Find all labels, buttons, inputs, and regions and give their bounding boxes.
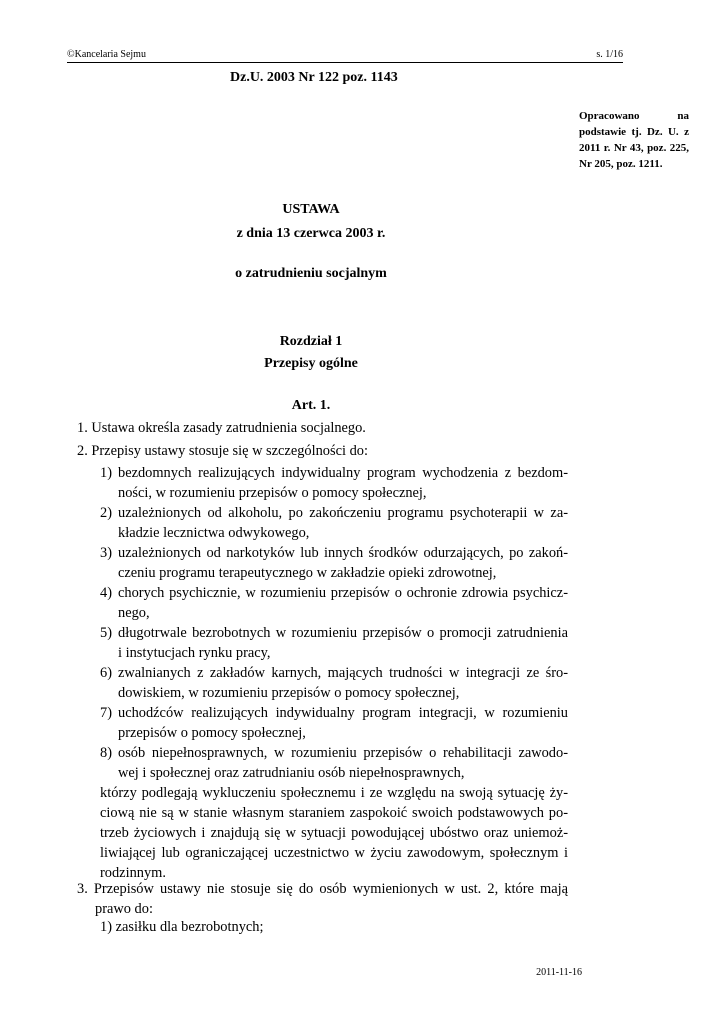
list-item-line: uchodźców realizujących indywidualny program integracji, w rozumieniu bbox=[118, 705, 568, 721]
list-item-number: 5) bbox=[100, 625, 112, 641]
list-item-line: wej i społecznej oraz zatrudnianiu osób niepełnosprawnych, bbox=[118, 765, 465, 781]
list-item-line: osób niepełnosprawnych, w rozumieniu przepisów o rehabilitacji zawodo- bbox=[118, 745, 568, 761]
list-item bbox=[100, 503, 568, 543]
chapter-title: Przepisy ogólne bbox=[264, 356, 358, 371]
paragraph-3-line: prawo do: bbox=[95, 901, 153, 917]
list-item-line: czeniu programu terapeutycznego w zakładzie opieki zdrowotnej, bbox=[118, 565, 497, 581]
list-item bbox=[100, 543, 568, 583]
closing-line: liwiającej lub ograniczającej uczestnictwo w życiu zawodowym, społecznym i bbox=[100, 845, 568, 861]
list-item-number: 3) bbox=[100, 545, 112, 561]
list-item-line: dowiskiem, w rozumieniu przepisów o pomocy społecznej, bbox=[118, 685, 460, 701]
document-id: Dz.U. 2003 Nr 122 poz. 1143 bbox=[230, 70, 398, 85]
list-item bbox=[100, 463, 568, 503]
list-item-line: długotrwale bezrobotnych w rozumieniu przepisów o promocji zatrudnienia bbox=[118, 625, 568, 641]
header-publisher: ©Kancelaria Sejmu bbox=[67, 49, 146, 60]
list-item bbox=[100, 663, 568, 703]
list-item-line: ności, w rozumieniu przepisów o pomocy społecznej, bbox=[118, 485, 427, 501]
closing-line: rodzinnym. bbox=[100, 865, 166, 881]
list-item-line: bezdomnych realizujących indywidualny program wychodzenia z bezdom- bbox=[118, 465, 568, 481]
act-date: z dnia 13 czerwca 2003 r. bbox=[236, 226, 386, 241]
paragraph-1: 1. Ustawa określa zasady zatrudnienia socjalnego. bbox=[77, 420, 366, 436]
list-item-line: przepisów o pomocy społecznej, bbox=[118, 725, 306, 741]
act-title: USTAWA bbox=[282, 202, 340, 217]
source-note: Opracowano na podstawie tj. Dz. U. z 2011 r. Nr 43, poz. 225, Nr 205, poz. 1211. bbox=[579, 110, 689, 170]
list-item-number: 6) bbox=[100, 665, 112, 681]
list-item bbox=[100, 917, 263, 937]
page-header bbox=[67, 48, 623, 63]
list-item bbox=[100, 623, 568, 663]
closing-line: którzy podlegają wykluczeniu społecznemu i ze względu na swoją sytuację ży- bbox=[100, 785, 568, 801]
list-item-number: 4) bbox=[100, 585, 112, 601]
list-item-line: i instytucjach rynku pracy, bbox=[118, 645, 271, 661]
paragraph-2-closing bbox=[100, 783, 568, 883]
list-item-line: uzależnionych od narkotyków lub innych środków odurzających, po zakoń- bbox=[118, 545, 568, 561]
list-item-line: nego, bbox=[118, 605, 150, 621]
article-number: Art. 1. bbox=[291, 398, 331, 413]
list-item-number: 7) bbox=[100, 705, 112, 721]
list-item-number: 2) bbox=[100, 505, 112, 521]
footer-date: 2011-11-16 bbox=[536, 967, 582, 978]
list-item-line: chorych psychicznie, w rozumieniu przepisów o ochronie zdrowia psychicz- bbox=[118, 585, 568, 601]
list-item-number: 1) bbox=[100, 465, 112, 481]
list-item-text: zasiłku dla bezrobotnych; bbox=[115, 919, 264, 935]
list-item-line: zwalnianych z zakładów karnych, mających trudności w integracji ze śro- bbox=[118, 665, 568, 681]
act-subject: o zatrudnieniu socjalnym bbox=[235, 266, 387, 281]
list-item-number: 1) bbox=[100, 919, 112, 935]
list-item bbox=[100, 703, 568, 743]
paragraph-3-line: 3. Przepisów ustawy nie stosuje się do osób wymienionych w ust. 2, które mają bbox=[77, 881, 568, 897]
paragraph-2: 2. Przepisy ustawy stosuje się w szczególności do: bbox=[77, 443, 368, 459]
list-item bbox=[100, 743, 568, 783]
list-item bbox=[100, 583, 568, 623]
list-item-line: uzależnionych od alkoholu, po zakończeniu programu psychoterapii w za- bbox=[118, 505, 568, 521]
closing-line: ciową nie są w stanie własnym staraniem zaspokoić swoich podstawowych po- bbox=[100, 805, 568, 821]
paragraph-3 bbox=[77, 879, 568, 919]
list-item-number: 8) bbox=[100, 745, 112, 761]
chapter-number: Rozdział 1 bbox=[279, 334, 343, 349]
header-page-number: s. 1/16 bbox=[596, 49, 623, 60]
closing-line: trzeb życiowych i znajdują się w sytuacji powodującej ubóstwo oraz uniemoż- bbox=[100, 825, 568, 841]
list-item-line: kładzie lecznictwa odwykowego, bbox=[118, 525, 310, 541]
